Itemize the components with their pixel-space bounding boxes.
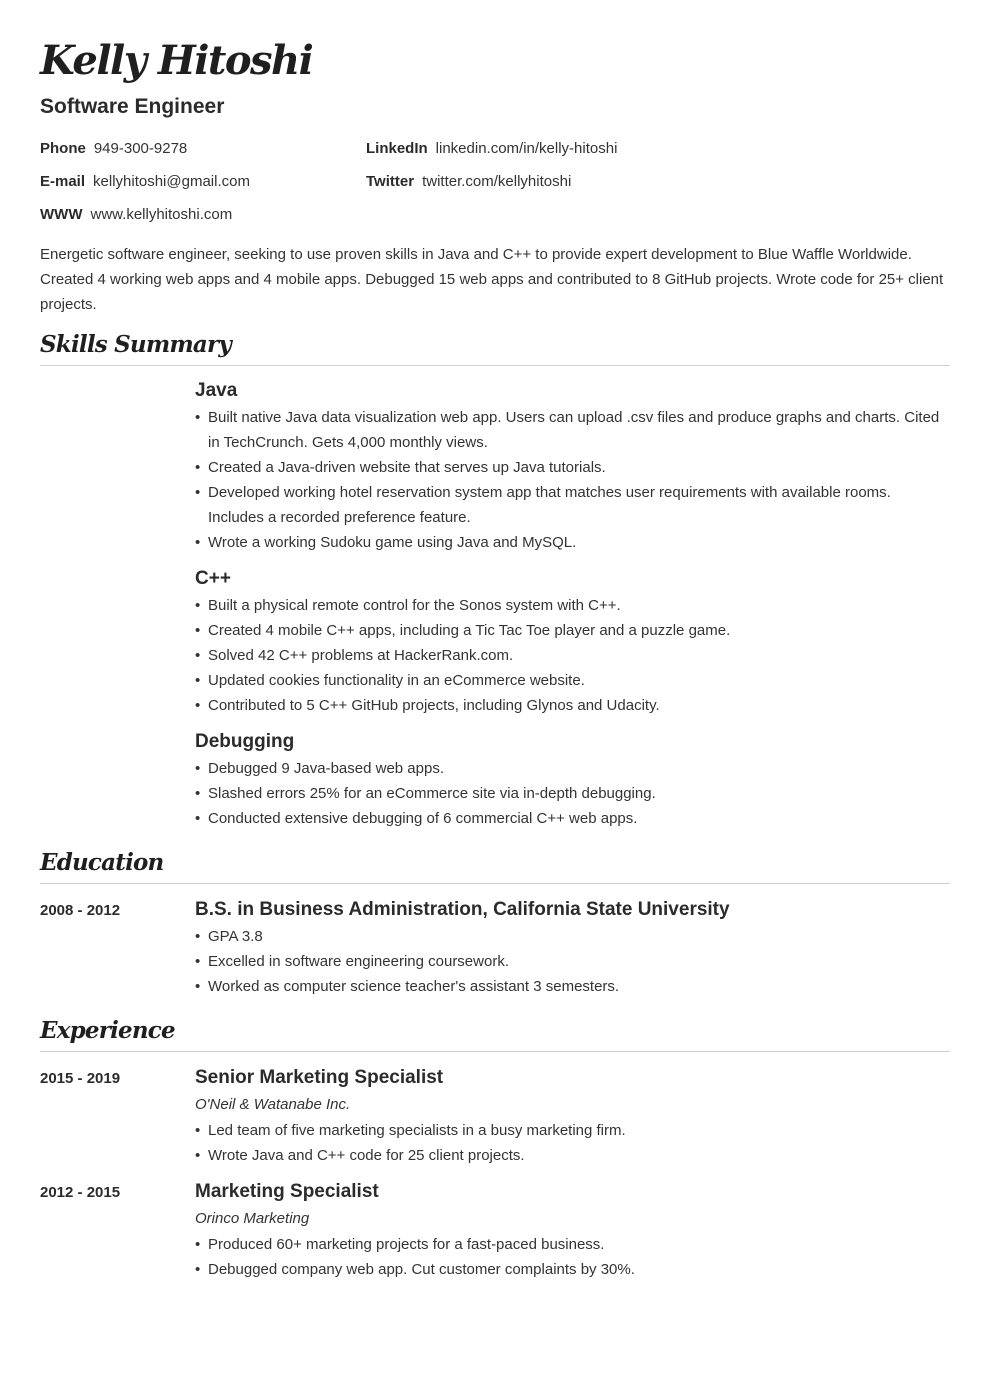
entry-dates: 2012 - 2015 <box>40 1184 121 1201</box>
experience-details <box>195 1067 950 1168</box>
contact-email <box>40 173 250 191</box>
skill-group-cpp <box>195 568 950 718</box>
bullet-item: • Created 4 mobile C++ apps, including a Tic Tac Toe player and a puzzle game. <box>195 618 950 643</box>
bullet-item: • Slashed errors 25% for an eCommerce site via in-depth debugging. <box>195 781 950 806</box>
skill-bullets <box>195 405 950 555</box>
degree-title: B.S. in Business Administration, California State University <box>195 899 730 920</box>
section-heading-skills: Skills Summary <box>40 331 950 366</box>
entry-dates: 2015 - 2019 <box>40 1070 121 1087</box>
contact-value: 949-300-9278 <box>93 140 188 157</box>
entry-dates: 2008 - 2012 <box>40 902 121 919</box>
bullet-item: • Worked as computer science teacher's assistant 3 semesters. <box>195 974 950 999</box>
bullet-item: • Updated cookies functionality in an eCommerce website. <box>195 668 950 693</box>
skills-list <box>195 380 950 831</box>
skill-bullets <box>195 593 950 718</box>
bullet-item: • Led team of five marketing specialists in a busy marketing firm. <box>195 1118 950 1143</box>
experience-details <box>195 1181 950 1282</box>
contact-label: LinkedIn <box>366 140 428 157</box>
contact-info <box>40 140 950 242</box>
contact-value[interactable]: linkedin.com/in/kelly-hitoshi <box>435 140 618 157</box>
experience-bullets <box>195 1118 950 1168</box>
bullet-item: • GPA 3.8 <box>195 924 950 949</box>
section-heading-education: Education <box>40 849 950 884</box>
skill-group-java <box>195 380 950 555</box>
bullet-item: • Conducted extensive debugging of 6 commercial C++ web apps. <box>195 806 950 831</box>
skill-group-debugging <box>195 731 950 831</box>
experience-entry <box>40 1067 950 1168</box>
profile-summary: Energetic software engineer, seeking to use proven skills in Java and C++ to provide expert development to Blue Waffle Worldwide. Created 4 working web apps and 4 mobile apps. Debugged 15 web apps and contributed to 8 GitHub projects. Wrote code for 25+ client projects. <box>40 246 944 313</box>
contact-label: E-mail <box>40 173 86 190</box>
contact-linkedin <box>366 140 617 158</box>
position-title: Marketing Specialist <box>195 1181 379 1202</box>
bullet-item: • Created a Java-driven website that serves up Java tutorials. <box>195 455 950 480</box>
skill-title: Debugging <box>195 731 295 752</box>
contact-value[interactable]: kellyhitoshi@gmail.com <box>93 173 250 190</box>
bullet-item: • Debugged 9 Java-based web apps. <box>195 756 950 781</box>
company-name: Orinco Marketing <box>195 1210 310 1227</box>
job-title: Software Engineer <box>40 95 225 118</box>
bullet-item: • Contributed to 5 C++ GitHub projects, including Glynos and Udacity. <box>195 693 950 718</box>
contact-website <box>40 206 232 224</box>
bullet-item: • Developed working hotel reservation system app that matches user requirements with available rooms. Includes a recorded preference feature. <box>195 480 950 530</box>
bullet-item: • Wrote a working Sudoku game using Java and MySQL. <box>195 530 950 555</box>
skills-left-column <box>40 380 195 831</box>
bullet-item: • Built native Java data visualization web app. Users can upload .csv files and produce graphs and charts. Cited in TechCrunch. Gets 4,000 monthly views. <box>195 405 950 455</box>
bullet-item: • Excelled in software engineering coursework. <box>195 949 950 974</box>
candidate-name: Kelly Hitoshi <box>40 37 313 84</box>
skills-block <box>40 380 950 831</box>
skill-bullets <box>195 756 950 831</box>
education-entry <box>40 899 950 999</box>
section-heading-experience: Experience <box>40 1017 950 1052</box>
contact-label: Twitter <box>366 173 415 190</box>
experience-bullets <box>195 1232 950 1282</box>
position-title: Senior Marketing Specialist <box>195 1067 444 1088</box>
bullet-item: • Wrote Java and C++ code for 25 client projects. <box>195 1143 950 1168</box>
contact-label: Phone <box>40 140 86 157</box>
skill-title: C++ <box>195 568 231 589</box>
bullet-item: • Solved 42 C++ problems at HackerRank.com. <box>195 643 950 668</box>
bullet-item: • Debugged company web app. Cut customer complaints by 30%. <box>195 1257 950 1282</box>
education-bullets <box>195 924 950 999</box>
company-name: O'Neil & Watanabe Inc. <box>195 1096 351 1113</box>
bullet-item: • Built a physical remote control for the Sonos system with C++. <box>195 593 950 618</box>
skill-title: Java <box>195 380 238 401</box>
experience-entry <box>40 1181 950 1282</box>
contact-twitter <box>366 173 571 191</box>
contact-phone <box>40 140 187 158</box>
contact-label: WWW <box>40 206 83 223</box>
contact-value[interactable]: twitter.com/kellyhitoshi <box>422 173 572 190</box>
education-details <box>195 899 950 999</box>
contact-value[interactable]: www.kellyhitoshi.com <box>90 206 233 223</box>
bullet-item: • Produced 60+ marketing projects for a fast-paced business. <box>195 1232 950 1257</box>
